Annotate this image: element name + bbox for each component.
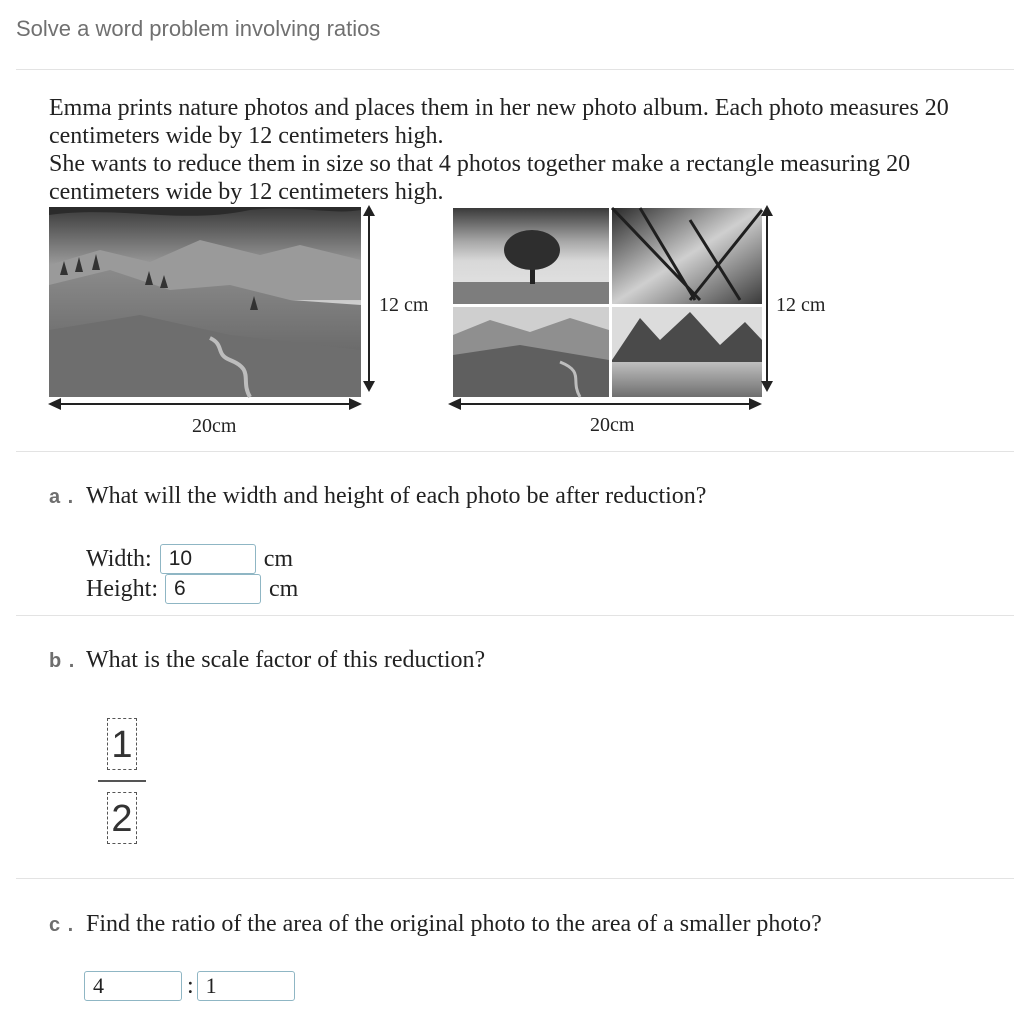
ratio-left-input[interactable]: 4 [84,971,182,1001]
numerator-input[interactable]: 1 [107,718,137,770]
left-height-label: 12 cm [379,294,429,316]
height-unit: cm [269,575,299,602]
question-letter: b . [49,650,76,672]
landscape-photo-large [49,207,361,397]
area-ratio [84,971,295,1001]
width-input[interactable]: 10 [160,544,256,574]
ratio-right-input[interactable]: 1 [197,971,295,1001]
left-width-label: 20cm [192,415,237,437]
page-title: Solve a word problem involving ratios [16,16,381,41]
problem-statement [49,94,999,206]
problem-text-line: Emma prints nature photos and places them in her new photo album. Each photo measures 20 centimeters wide by 12 centimeters high. [49,95,949,149]
divider [16,878,1014,879]
question-c [49,911,822,938]
question-text: What will the width and height of each photo be after reduction? [86,483,707,509]
fraction-bar [98,780,146,782]
question-text: Find the ratio of the area of the original photo to the area of a smaller photo? [86,911,822,937]
height-input[interactable]: 6 [165,574,261,604]
question-letter: c . [49,914,75,936]
width-label: Width: [86,545,152,572]
height-label: Height: [86,575,158,602]
divider [16,451,1014,452]
height-row [86,574,298,604]
ratio-separator: : [187,972,194,999]
photo-collage [452,207,762,397]
question-text: What is the scale factor of this reduction? [86,647,486,673]
denominator-input[interactable]: 2 [107,792,137,844]
right-width-label: 20cm [590,414,635,436]
question-b [49,647,485,674]
right-height-label: 12 cm [776,294,826,316]
width-unit: cm [263,545,294,572]
scale-factor-fraction [98,715,148,845]
divider [16,615,1014,616]
question-letter: a . [49,486,75,508]
photo-figure [0,0,1014,450]
width-row [86,544,293,574]
problem-text-line: She wants to reduce them in size so that 4 photos together make a rectangle measuring 20 centimeters wide by 12 centimeters high. [49,151,911,205]
divider [16,69,1014,70]
question-a [49,483,706,510]
